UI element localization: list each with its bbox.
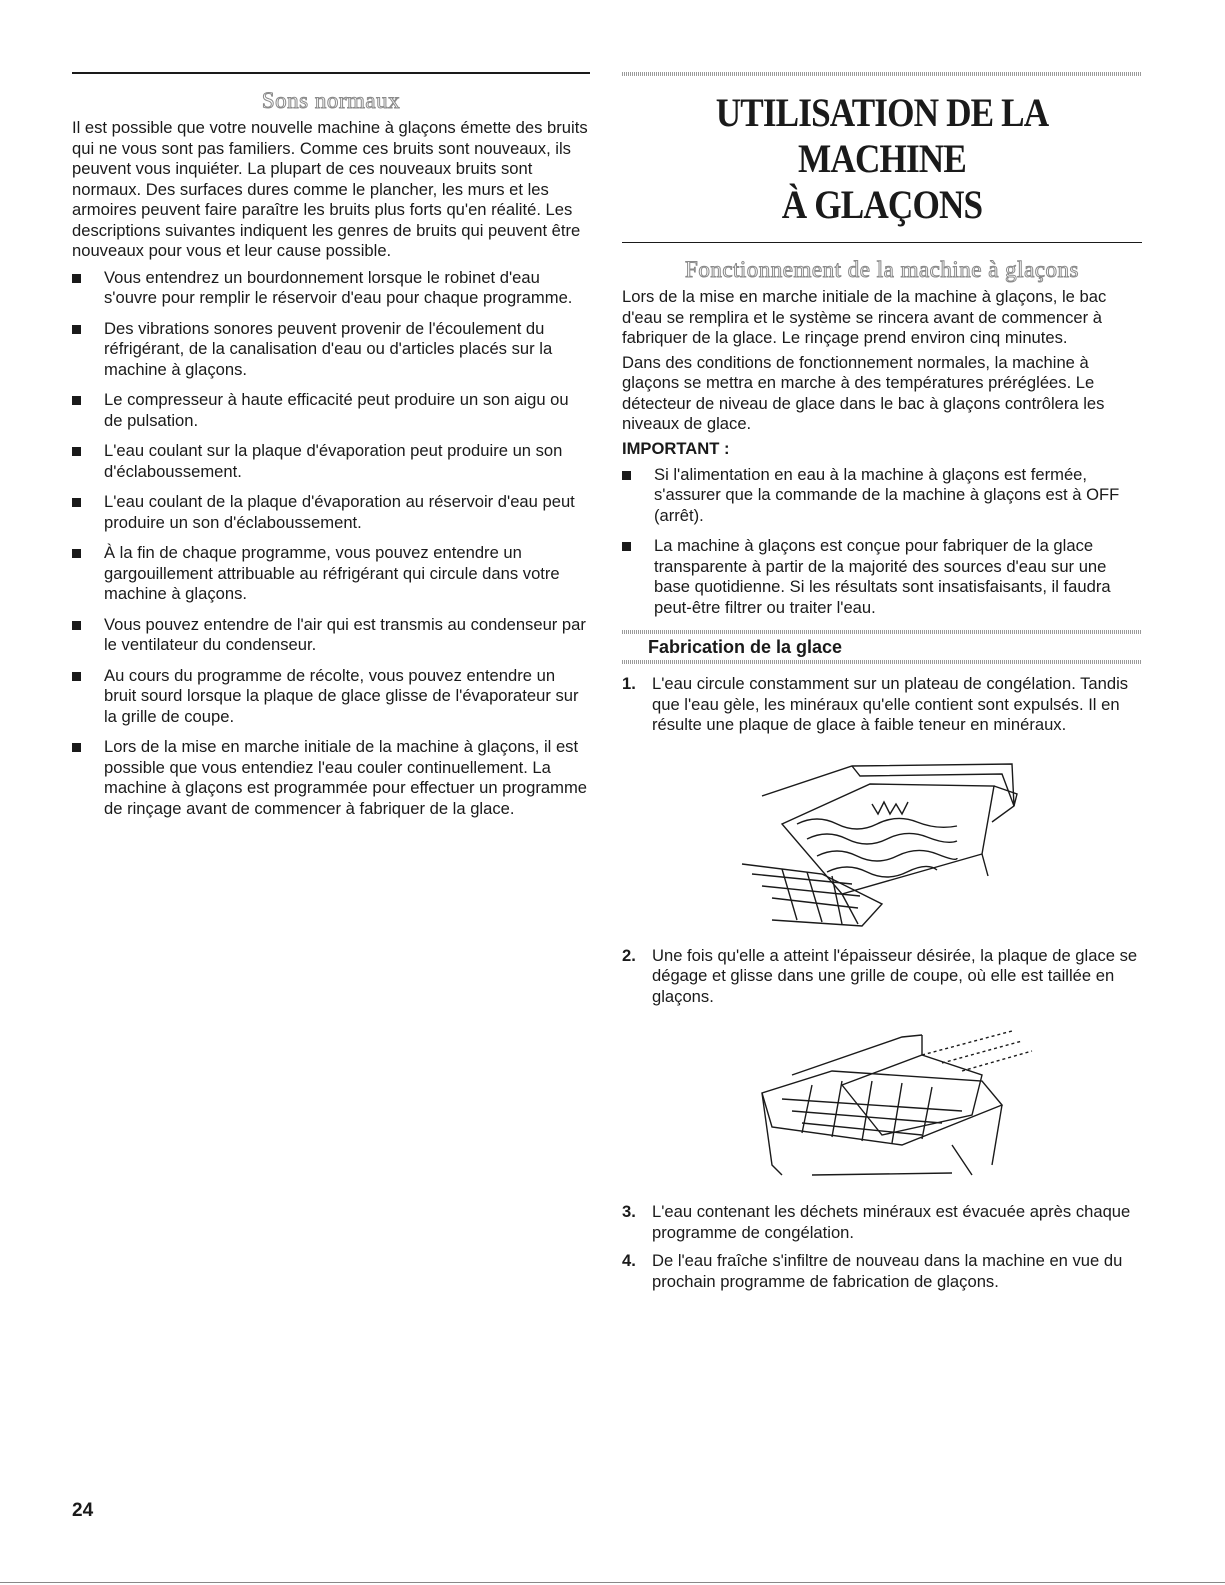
list-item: [72, 666, 590, 728]
list-item: [72, 268, 590, 309]
step-item: [622, 1251, 1142, 1292]
important-label: IMPORTANT :: [622, 438, 730, 458]
list-item: [622, 465, 1142, 527]
step-item: [622, 674, 1142, 736]
cutter-grid-illustration: [622, 1015, 1142, 1190]
step-text: Une fois qu'elle a atteint l'épaisseur désirée, la plaque de glace se dégage et glisse dans une grille de coupe, où elle est taillée en glaçons.: [652, 945, 1138, 1006]
bullet-icon: [72, 743, 81, 752]
bullet-icon: [72, 498, 81, 507]
bullet-icon: [72, 274, 81, 283]
bullet-icon: [72, 396, 81, 405]
bullet-icon: [622, 542, 631, 551]
list-item-text: Si l'alimentation en eau à la machine à glaçons est fermée, s'assurer que la commande de la machine à glaçons est à OFF (arrêt).: [654, 464, 1120, 525]
sounds-list: [72, 268, 590, 820]
ice-making-section: [622, 630, 1142, 1292]
list-item: [622, 536, 1142, 618]
page-title: [653, 90, 1111, 228]
ice-making-steps-continued: [622, 946, 1142, 1008]
list-item-text: La machine à glaçons est conçue pour fabriquer de la glace transparente à partir de la majorité des sources d'eau sur une base quotidienne. Si les résultats sont insatisfaisants, il faudra peut-être filtrer ou traiter l'eau.: [654, 536, 1111, 617]
right-column: [622, 72, 1142, 1300]
page-number: 24: [72, 1500, 94, 1521]
list-item: [72, 319, 590, 381]
list-item-text: Lors de la mise en marche initiale de la machine à glaçons, il est possible que vous entendiez l'eau couler continuellement. La machine à glaçons est programmée pour effectuer un programme de rinçage avant de commencer à fabriquer de la glace.: [104, 737, 588, 818]
freezing-plate-illustration: [622, 744, 1142, 934]
important-list: [622, 465, 1142, 619]
bullet-icon: [72, 325, 81, 334]
step-number: 2.: [622, 945, 636, 965]
page-title-line-1: UTILISATION DE LA MACHINE: [715, 90, 1049, 181]
page-title-line-2: À GLAÇONS: [781, 182, 983, 227]
bullet-icon: [72, 549, 81, 558]
step-item: [622, 1202, 1142, 1243]
operation-paragraph-1: Lors de la mise en marche initiale de la machine à glaçons, le bac d'eau se remplira et le système se rincera avant de commencer à fabriquer de la glace. Le rinçage prend environ cinq minutes.: [622, 287, 1107, 347]
section-heading-operation: Fonctionnement de la machine à glaçons: [685, 257, 1079, 282]
ice-making-steps-final: [622, 1202, 1142, 1292]
step-text: De l'eau fraîche s'infiltre de nouveau dans la machine en vue du prochain programme de fabrication de glaçons.: [652, 1251, 1123, 1291]
ice-making-heading: Fabrication de la glace: [648, 637, 843, 657]
step-item: [622, 946, 1142, 1008]
section-dotted-rule-bottom: [622, 660, 1142, 664]
bottom-rule: [0, 1582, 1225, 1583]
top-rule: [72, 72, 590, 74]
list-item-text: Des vibrations sonores peuvent provenir de l'écoulement du réfrigérant, de la canalisation d'eau ou d'articles placés sur la machine à glaçons.: [104, 318, 553, 379]
step-number: 4.: [622, 1251, 636, 1270]
title-rule: [622, 242, 1142, 243]
step-text: L'eau contenant les déchets minéraux est évacuée après chaque programme de congélation.: [652, 1202, 1131, 1242]
list-item: [72, 441, 590, 482]
step-number: 3.: [622, 1202, 636, 1221]
bullet-icon: [72, 621, 81, 630]
list-item-text: Le compresseur à haute efficacité peut produire un son aigu ou de pulsation.: [104, 390, 569, 430]
list-item: [72, 615, 590, 656]
list-item-text: Vous entendrez un bourdonnement lorsque le robinet d'eau s'ouvre pour remplir le réservoir d'eau pour chaque programme.: [104, 267, 573, 307]
list-item: [72, 543, 590, 605]
list-item: [72, 737, 590, 819]
bullet-icon: [72, 672, 81, 681]
list-item: [72, 390, 590, 431]
list-item-text: L'eau coulant de la plaque d'évaporation au réservoir d'eau peut produire un son d'éclaboussement.: [104, 492, 575, 532]
step-number: 1.: [622, 674, 636, 693]
step-text: L'eau circule constamment sur un plateau de congélation. Tandis que l'eau gèle, les minéraux qu'elle contient sont expulsés. Il en résulte une plaque de glace à faible teneur en minéraux.: [652, 674, 1129, 734]
list-item-text: Au cours du programme de récolte, vous pouvez entendre un bruit sourd lorsque la plaque de glace glisse de l'évaporateur sur la grille de coupe.: [104, 665, 579, 726]
bullet-icon: [72, 447, 81, 456]
left-column: [72, 72, 590, 829]
list-item-text: Vous pouvez entendre de l'air qui est transmis au condenseur par le ventilateur du condenseur.: [104, 614, 586, 654]
operation-paragraph-2: Dans des conditions de fonctionnement normales, la machine à glaçons se mettra en marche à des températures préréglées. Le détecteur de niveau de glace dans le bac à glaçons contrôlera les niveaux de glace.: [622, 352, 1105, 433]
intro-paragraph: Il est possible que votre nouvelle machine à glaçons émette des bruits qui ne vous sont pas familiers. Comme ces bruits sont nouveaux, ils peuvent vous inquiéter. La plupart de ces nouveaux bruits sont normaux. Des surfaces dures comme le plancher, les murs et les armoires peuvent faire paraître les bruits plus forts qu'en réalité. Les descriptions suivantes indiquent les genres de bruits qui peuvent être nouveaux pour vous et leur cause possible.: [72, 118, 588, 260]
section-heading-normal-sounds: Sons normaux: [261, 88, 401, 113]
list-item: [72, 492, 590, 533]
top-dotted-rule: [622, 72, 1142, 76]
list-item-text: À la fin de chaque programme, vous pouvez entendre un gargouillement attribuable au réfrigérant qui circule dans votre machine à glaçons.: [104, 543, 560, 603]
bullet-icon: [622, 471, 631, 480]
list-item-text: L'eau coulant sur la plaque d'évaporation peut produire un son d'éclaboussement.: [104, 441, 563, 481]
ice-making-steps: [622, 674, 1142, 736]
